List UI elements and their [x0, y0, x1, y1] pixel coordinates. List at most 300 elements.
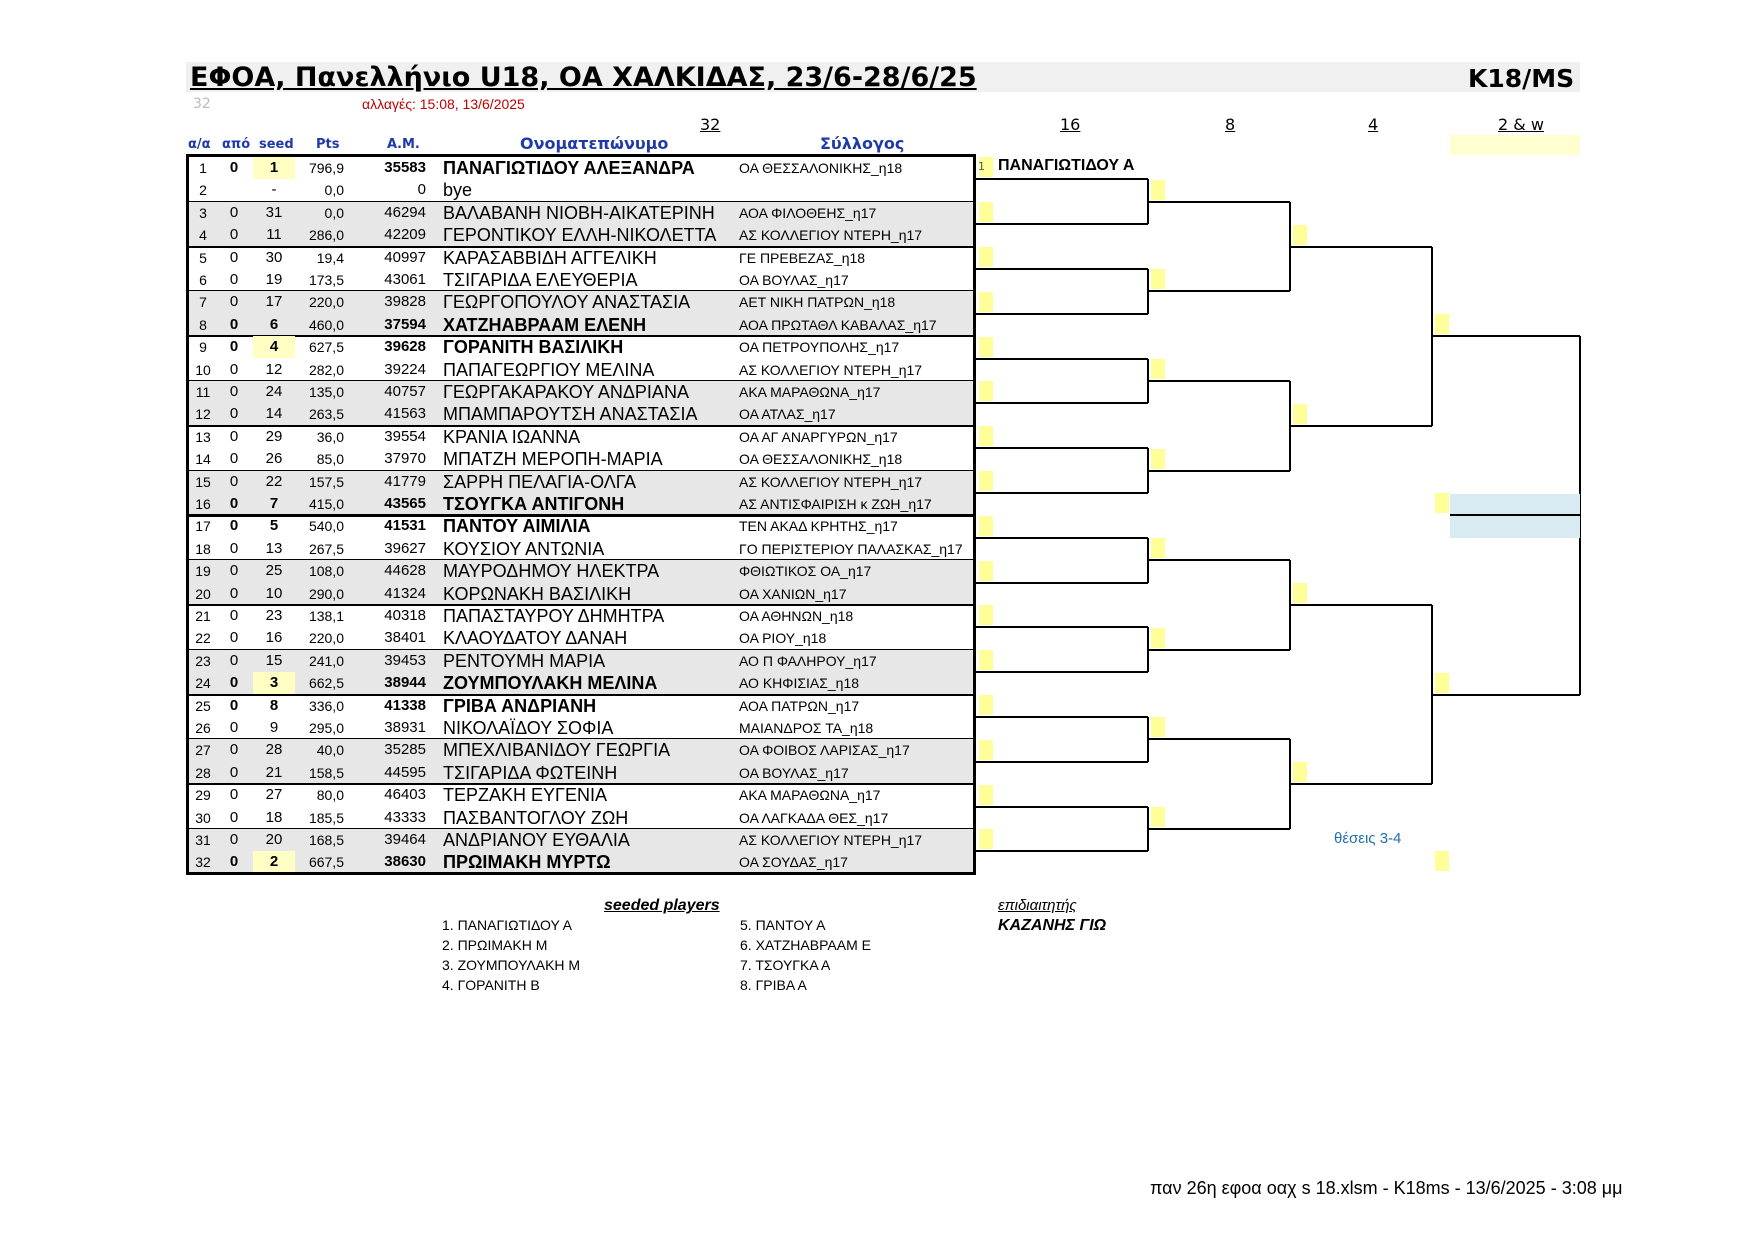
player-club: ΑΟ Π ΦΑΛΗΡΟΥ_η17 — [739, 652, 877, 669]
player-points: 108,0 — [308, 563, 344, 580]
bracket-hline — [976, 806, 1148, 808]
player-seed: 21 — [265, 763, 283, 781]
player-number: 13 — [195, 428, 211, 445]
player-number: 29 — [195, 787, 211, 804]
places-3-4-label: θέσεις 3-4 — [1334, 830, 1402, 847]
r16-winner-name: ΠΑΝΑΓΙΩΤΙΔΟΥ Α — [998, 157, 1135, 174]
round-label-32: 32 — [700, 115, 721, 134]
draw-code: K18/MS — [1468, 64, 1575, 93]
player-seed: 10 — [265, 584, 283, 602]
draw-size: 32 — [193, 96, 211, 112]
score-marker — [979, 785, 993, 805]
seeded-player: 3. ΖΟΥΜΠΟΥΛΑΚΗ Μ — [442, 957, 581, 973]
score-marker — [1151, 717, 1165, 737]
player-number: 30 — [195, 809, 211, 826]
player-club: ΤΕΝ ΑΚΑΔ ΚΡΗΤΗΣ_η17 — [739, 518, 898, 535]
player-club: ΑΟΑ ΠΡΩΤΑΘΛ ΚΑΒΑΛΑΣ_η17 — [739, 316, 937, 333]
player-name: ΧΑΤΖΗΑΒΡΑΑΜ ΕΛΕΝΗ — [443, 314, 647, 335]
player-from: 0 — [229, 629, 239, 647]
table-border-bottom — [186, 872, 976, 875]
round-label-16: 16 — [1060, 115, 1081, 134]
player-from: 0 — [229, 338, 239, 356]
player-from: 0 — [229, 808, 239, 826]
player-club: ΟΑ ΠΕΤΡΟΥΠΟΛΗΣ_η17 — [739, 339, 900, 356]
player-seed: 2 — [253, 851, 295, 873]
player-license: 46294 — [384, 203, 426, 221]
seeded-player: 1. ΠΑΝΑΓΙΩΤΙΔΟΥ Α — [442, 917, 573, 933]
player-name: ΜΑΥΡΟΔΗΜΟΥ ΗΛΕΚΤΡΑ — [443, 561, 660, 582]
player-club: ΟΑ ΑΓ ΑΝΑΡΓΥΡΩΝ_η17 — [739, 428, 898, 445]
bracket-hline — [976, 626, 1148, 628]
player-points: 667,5 — [308, 854, 344, 871]
player-seed: 1 — [253, 157, 295, 179]
player-name: ΡΕΝΤΟΥΜΗ ΜΑΡΙΑ — [443, 650, 606, 671]
player-seed: 29 — [265, 427, 283, 445]
bracket-hline — [1290, 246, 1432, 248]
col-header-from: από — [222, 137, 251, 152]
player-license: 43333 — [384, 808, 426, 826]
player-club: ΟΑ ΛΑΓΚΑΔΑ ΘΕΣ_η17 — [739, 809, 889, 826]
player-club: ΑΟΑ ΠΑΤΡΩΝ_η17 — [739, 697, 860, 714]
player-points: 0,0 — [324, 204, 344, 221]
player-number: 3 — [199, 204, 207, 221]
player-seed: 17 — [265, 293, 283, 311]
player-points: 415,0 — [308, 496, 344, 512]
score-marker — [979, 247, 993, 267]
bracket-hline — [976, 716, 1148, 718]
bracket-hline — [1290, 425, 1432, 427]
player-seed: 4 — [253, 336, 295, 358]
bracket-hline — [1148, 380, 1290, 382]
player-club: ΓΟ ΠΕΡΙΣΤΕΡΙΟΥ ΠΑΛΑΣΚΑΣ_η17 — [739, 540, 963, 557]
player-name: ΚΛΑΟΥΔΑΤΟΥ ΔΑΝΑΗ — [443, 628, 628, 649]
player-from: 0 — [229, 405, 239, 423]
player-club: ΑΣ ΚΟΛΛΕΓΙΟΥ ΝΤΕΡΗ_η17 — [739, 227, 923, 244]
bracket-hline — [1148, 470, 1290, 472]
player-points: 263,5 — [308, 406, 344, 423]
player-license: 41324 — [384, 584, 426, 602]
player-points: 185,5 — [308, 809, 344, 826]
player-points: 36,0 — [316, 428, 344, 445]
score-marker — [979, 337, 993, 357]
score-marker — [1435, 493, 1449, 513]
final-box-bottom — [1450, 516, 1580, 538]
bracket-hline — [1290, 604, 1432, 606]
bracket-hline — [1148, 201, 1290, 203]
r16-winner-seed: 1 — [978, 160, 985, 173]
player-from: 0 — [229, 226, 239, 244]
player-seed: 23 — [265, 607, 283, 624]
player-name: ΑΝΔΡΙΑΝΟΥ ΕΥΘΑΛΙΑ — [443, 830, 630, 850]
player-from: 0 — [229, 741, 239, 759]
player-points: 796,9 — [308, 160, 344, 176]
score-marker — [979, 202, 993, 222]
player-license: 35285 — [384, 741, 426, 759]
player-from: 0 — [229, 450, 239, 468]
player-points: 241,0 — [308, 652, 344, 669]
bracket-hline — [1148, 828, 1290, 830]
seeded-player: 6. ΧΑΤΖΗΑΒΡΑΑΜ Ε — [740, 937, 871, 953]
player-number: 7 — [199, 294, 207, 311]
player-name: ΠΑΠΑΓΕΩΡΓΙΟΥ ΜΕΛΙΝΑ — [443, 359, 655, 380]
player-seed: 28 — [265, 741, 283, 759]
score-marker — [1293, 404, 1307, 424]
player-club: ΟΑ ΒΟΥΛΑΣ_η17 — [739, 272, 849, 288]
player-number: 26 — [195, 720, 211, 736]
player-number: 14 — [195, 451, 211, 468]
player-number: 10 — [195, 361, 211, 378]
final-header-box — [1450, 135, 1580, 155]
bracket-hline — [976, 850, 1148, 852]
player-number: 5 — [199, 249, 207, 266]
player-from: 0 — [229, 383, 239, 400]
round-label-final: 2 & w — [1498, 115, 1544, 134]
player-seed: 31 — [265, 203, 283, 221]
score-marker — [1151, 359, 1165, 379]
player-seed: 15 — [265, 651, 283, 669]
player-license: 39554 — [384, 427, 426, 445]
score-marker — [1151, 628, 1165, 648]
player-name: ΓΕΩΡΓΑΚΑΡΑΚΟΥ ΑΝΔΡΙΑΝΑ — [443, 382, 689, 402]
bracket-hline — [976, 402, 1148, 404]
bracket-hline — [976, 582, 1148, 584]
player-name: ΤΣΙΓΑΡΙΔΑ ΦΩΤΕΙΝΗ — [443, 762, 618, 783]
player-name: ΚΟΡΩΝΑΚΗ ΒΑΣΙΛΙΚΗ — [443, 583, 632, 604]
bracket-hline — [1148, 738, 1290, 740]
player-seed: 18 — [265, 808, 283, 826]
player-seed: 30 — [265, 248, 283, 266]
score-marker — [979, 605, 993, 625]
player-points: 138,1 — [308, 608, 344, 624]
player-license: 40997 — [384, 248, 426, 266]
player-club: ΑΣ ΚΟΛΛΕΓΙΟΥ ΝΤΕΡΗ_η17 — [739, 473, 923, 490]
col-header-club: Σύλλογος — [820, 134, 905, 153]
player-seed: 12 — [265, 360, 283, 378]
score-marker — [1151, 807, 1165, 827]
score-marker — [979, 381, 993, 401]
player-license: 38931 — [384, 719, 426, 736]
player-license: 39224 — [384, 360, 426, 378]
player-club: ΟΑ ΑΘΗΝΩΝ_η18 — [739, 608, 854, 624]
player-from — [222, 179, 246, 201]
player-from: 0 — [229, 248, 239, 266]
seeded-player: 5. ΠΑΝΤΟΥ Α — [740, 917, 826, 933]
player-number: 16 — [195, 496, 211, 512]
player-seed: 6 — [269, 315, 279, 333]
table-border-left — [186, 154, 189, 874]
player-points: 85,0 — [316, 451, 344, 468]
score-marker — [1435, 851, 1449, 871]
player-points: 460,0 — [308, 316, 344, 333]
player-number: 22 — [195, 630, 211, 647]
player-from: 0 — [229, 360, 239, 378]
player-from: 0 — [229, 853, 239, 871]
player-points: 220,0 — [308, 630, 344, 647]
player-club: ΟΑ ΑΤΛΑΣ_η17 — [739, 406, 836, 423]
player-number: 17 — [195, 518, 211, 535]
player-number: 12 — [195, 406, 211, 423]
player-name: ΖΟΥΜΠΟΥΛΑΚΗ ΜΕΛΙΝΑ — [443, 673, 658, 694]
player-points: 336,0 — [308, 697, 344, 714]
player-seed: 7 — [269, 495, 279, 512]
player-license: 44628 — [384, 562, 426, 580]
player-name: ΚΟΥΣΙΟΥ ΑΝΤΩΝΙΑ — [443, 538, 605, 559]
col-header-seed: seed — [259, 137, 294, 152]
score-marker — [1293, 583, 1307, 603]
player-number: 9 — [199, 339, 207, 356]
player-club: ΑΚΑ ΜΑΡΑΘΩΝΑ_η17 — [739, 787, 881, 804]
player-club: ΟΑ ΒΟΥΛΑΣ_η17 — [739, 764, 849, 781]
player-license: 38630 — [384, 853, 426, 871]
player-license: 41531 — [384, 517, 426, 535]
player-from: 0 — [229, 719, 239, 736]
player-points: 173,5 — [308, 272, 344, 288]
player-license: 41779 — [384, 472, 426, 490]
player-seed: 8 — [269, 696, 279, 714]
score-marker — [979, 695, 993, 715]
player-license: 41338 — [384, 696, 426, 714]
player-name: ΠΑΝΑΓΙΩΤΙΔΟΥ ΑΛΕΞΑΝΔΡΑ — [443, 158, 695, 178]
score-marker — [1151, 538, 1165, 558]
player-name: ΚΑΡΑΣΑΒΒΙΔΗ ΑΓΓΕΛΙΚΗ — [443, 247, 657, 268]
player-from: 0 — [229, 517, 239, 535]
player-name: ΜΠΑΜΠΑΡΟΥΤΣΗ ΑΝΑΣΤΑΣΙΑ — [443, 404, 698, 425]
player-points: 282,0 — [308, 361, 344, 378]
score-marker — [979, 561, 993, 581]
score-marker — [1151, 269, 1165, 289]
col-header-name: Ονοματεπώνυμο — [520, 134, 669, 153]
bracket-hline — [976, 268, 1148, 270]
player-club: ΟΑ ΘΕΣΣΑΛΟΝΙΚΗΣ_η18 — [739, 451, 903, 468]
bracket-hline — [1148, 290, 1290, 292]
player-seed: 13 — [265, 539, 283, 557]
player-number: 28 — [195, 764, 211, 781]
player-club: ΑΟΑ ΦΙΛΟΘΕΗΣ_η17 — [739, 204, 877, 221]
player-from: 0 — [229, 495, 239, 512]
player-seed: 5 — [269, 517, 279, 535]
player-number: 18 — [195, 540, 211, 557]
player-number: 2 — [199, 182, 207, 199]
player-club: ΦΘΙΩΤΙΚΟΣ ΟΑ_η17 — [739, 563, 872, 580]
player-license: 40757 — [384, 383, 426, 400]
player-name: ΠΑΝΤΟΥ ΑΙΜΙΛΙΑ — [443, 516, 591, 537]
player-seed: 11 — [266, 226, 282, 244]
player-name: ΠΑΣΒΑΝΤΟΓΛΟΥ ΖΩΗ — [443, 807, 629, 828]
player-from: 0 — [229, 607, 239, 624]
player-name: ΓΡΙΒΑ ΑΝΔΡΙΑΝΗ — [443, 695, 597, 716]
player-seed: 20 — [265, 831, 283, 848]
referee-name: ΚΑΖΑΝΗΣ ΓΙΩ — [998, 917, 1107, 934]
player-name: ΒΑΛΑΒΑΝΗ ΝΙΟΒΗ-ΑΙΚΑΤΕΡΙΝΗ — [443, 202, 715, 223]
score-marker — [979, 740, 993, 760]
player-name: ΓΕΩΡΓΟΠΟΥΛΟΥ ΑΝΑΣΤΑΣΙΑ — [443, 292, 691, 313]
player-seed: 16 — [265, 629, 283, 647]
bracket-hline — [976, 447, 1148, 449]
player-club: ΑΣ ΚΟΛΛΕΓΙΟΥ ΝΤΕΡΗ_η17 — [739, 361, 923, 378]
player-license: 38944 — [384, 674, 426, 692]
player-number: 8 — [199, 316, 207, 333]
bracket-hline — [976, 537, 1148, 539]
player-points: 286,0 — [308, 227, 344, 244]
player-points: 80,0 — [316, 787, 344, 804]
final-box-top — [1450, 494, 1580, 514]
player-name: ΓΟΡΑΝΙΤΗ ΒΑΣΙΛΙΚΗ — [443, 337, 624, 358]
player-number: 1 — [199, 160, 207, 176]
score-marker — [979, 650, 993, 670]
bracket-hline — [976, 761, 1148, 763]
score-marker — [1435, 673, 1449, 693]
player-points: 220,0 — [308, 294, 344, 311]
player-name: ΤΕΡΖΑΚΗ ΕΥΓΕΝΙΑ — [443, 785, 607, 806]
bracket-hline — [1290, 783, 1432, 785]
player-number: 27 — [195, 742, 211, 759]
player-number: 23 — [195, 652, 211, 669]
player-seed: 26 — [265, 450, 283, 468]
last-changes: αλλαγές: 15:08, 13/6/2025 — [362, 96, 525, 112]
player-name: ΤΣΟΥΓΚΑ ΑΝΤΙΓΟΝΗ — [443, 494, 625, 514]
player-name: ΠΑΠΑΣΤΑΥΡΟΥ ΔΗΜΗΤΡΑ — [443, 606, 665, 626]
player-points: 40,0 — [316, 742, 344, 759]
bracket-hline — [1148, 559, 1290, 561]
player-name: ΜΠΕΧΛΙΒΑΝΙΔΟΥ ΓΕΩΡΓΙΑ — [443, 740, 671, 761]
player-license: 43061 — [384, 271, 426, 288]
player-club: ΑΣ ΑΝΤΙΣΦΑΙΡΙΣΗ κ ΖΩΗ_η17 — [739, 496, 932, 512]
bracket-hline — [1432, 694, 1580, 696]
player-from: 0 — [229, 159, 239, 176]
player-license: 40318 — [384, 607, 426, 624]
player-number: 24 — [195, 675, 211, 692]
player-seed: 19 — [265, 271, 283, 288]
player-name: ΤΣΙΓΑΡΙΔΑ ΕΛΕΥΘΕΡΙΑ — [443, 270, 638, 290]
col-header-pts: Pts — [316, 137, 340, 152]
score-marker — [1293, 225, 1307, 245]
player-name: ΓΕΡΟΝΤΙΚΟΥ ΕΛΛΗ-ΝΙΚΟΛΕΤΤΑ — [443, 225, 717, 246]
score-marker — [1293, 762, 1307, 782]
player-points: 158,5 — [308, 764, 344, 781]
player-from: 0 — [229, 562, 239, 580]
bracket-hline — [976, 223, 1148, 225]
player-license: 43565 — [384, 495, 426, 512]
player-from: 0 — [229, 427, 239, 445]
player-name: ΝΙΚΟΛΑΪΔΟΥ ΣΟΦΙΑ — [443, 718, 614, 738]
bracket-hline — [976, 358, 1148, 360]
bracket-hline — [976, 178, 1148, 180]
player-from: 0 — [229, 203, 239, 221]
player-number: 21 — [195, 608, 211, 624]
col-header-num: α/α — [188, 137, 211, 152]
bracket-hline — [976, 492, 1148, 494]
bracket-hline — [976, 671, 1148, 673]
player-license: 39628 — [384, 338, 426, 356]
player-points: 168,5 — [308, 832, 344, 848]
player-points: 290,0 — [308, 585, 344, 602]
player-points: 295,0 — [308, 720, 344, 736]
score-marker — [979, 829, 993, 849]
player-seed: - — [271, 181, 277, 199]
player-from: 0 — [229, 271, 239, 288]
player-number: 31 — [195, 832, 211, 848]
player-license: 46403 — [384, 786, 426, 804]
score-marker — [1151, 449, 1165, 469]
player-points: 19,4 — [316, 249, 344, 266]
player-license: 38401 — [384, 629, 426, 647]
col-header-am: Α.Μ. — [387, 137, 420, 152]
player-name: bye — [443, 180, 473, 201]
table-border-top — [186, 154, 976, 157]
player-license: 39828 — [384, 293, 426, 311]
player-number: 20 — [195, 585, 211, 602]
player-club — [739, 179, 973, 201]
seeded-players-title: seeded players — [604, 897, 720, 914]
tournament-title: ΕΦΟΑ, Πανελλήνιο U18, ΟΑ ΧΑΛΚΙΔΑΣ, 23/6-28/6/25 — [190, 62, 977, 93]
player-from: 0 — [229, 472, 239, 490]
player-points: 540,0 — [308, 518, 344, 535]
score-marker — [1151, 180, 1165, 200]
player-seed: 25 — [265, 562, 283, 580]
referee-label: επιδιαιτητής — [998, 897, 1077, 914]
player-name: ΣΑΡΡΗ ΠΕΛΑΓΙΑ-ΟΛΓΑ — [443, 471, 637, 492]
player-license: 41563 — [384, 405, 426, 423]
player-from: 0 — [229, 696, 239, 714]
player-from: 0 — [229, 293, 239, 311]
round-label-4: 4 — [1368, 115, 1379, 134]
player-seed: 9 — [269, 719, 279, 736]
player-from: 0 — [229, 315, 239, 333]
player-club: ΟΑ ΣΟΥΔΑΣ_η17 — [739, 854, 848, 871]
player-from: 0 — [229, 674, 239, 692]
player-license: 39464 — [384, 831, 426, 848]
player-club: ΑΕΤ ΝΙΚΗ ΠΑΤΡΩΝ_η18 — [739, 294, 896, 311]
score-marker — [979, 516, 993, 536]
player-license: 42209 — [384, 226, 426, 244]
player-club: ΟΑ ΦΟΙΒΟΣ ΛΑΡΙΣΑΣ_η17 — [739, 742, 910, 759]
player-club: ΟΑ ΧΑΝΙΩΝ_η17 — [739, 585, 847, 602]
player-club: ΑΟ ΚΗΦΙΣΙΑΣ_η18 — [739, 675, 860, 692]
player-name: ΚΡΑΝΙΑ ΙΩΑΝΝΑ — [443, 426, 581, 447]
player-license: 37594 — [384, 315, 426, 333]
player-name: ΜΠΑΤΖΗ ΜΕΡΟΠΗ-ΜΑΡΙΑ — [443, 449, 663, 470]
player-number: 15 — [195, 473, 211, 490]
player-seed: 24 — [265, 383, 283, 400]
player-points: 662,5 — [308, 675, 344, 692]
player-from: 0 — [229, 786, 239, 804]
player-number: 6 — [199, 272, 207, 288]
player-license: 37970 — [384, 450, 426, 468]
player-number: 19 — [195, 563, 211, 580]
player-name: ΠΡΩΙΜΑΚΗ ΜΥΡΤΩ — [443, 852, 611, 873]
player-number: 25 — [195, 697, 211, 714]
player-points: 627,5 — [308, 339, 344, 356]
bracket-hline — [1148, 649, 1290, 651]
player-club: ΟΑ ΘΕΣΣΑΛΟΝΙΚΗΣ_η18 — [739, 160, 903, 176]
round-label-8: 8 — [1225, 115, 1236, 134]
player-number: 32 — [195, 854, 211, 871]
player-points: 157,5 — [308, 473, 344, 490]
player-seed: 27 — [265, 786, 283, 804]
player-from: 0 — [229, 584, 239, 602]
player-license: 35583 — [384, 159, 426, 176]
player-from: 0 — [229, 831, 239, 848]
score-marker — [979, 292, 993, 312]
player-license: 44595 — [384, 763, 426, 781]
player-points: 135,0 — [308, 384, 344, 400]
player-license: 0 — [417, 181, 426, 199]
player-seed: 22 — [265, 472, 283, 490]
score-marker — [979, 471, 993, 491]
player-license: 39627 — [384, 539, 426, 557]
player-from: 0 — [229, 763, 239, 781]
player-license: 39453 — [384, 651, 426, 669]
